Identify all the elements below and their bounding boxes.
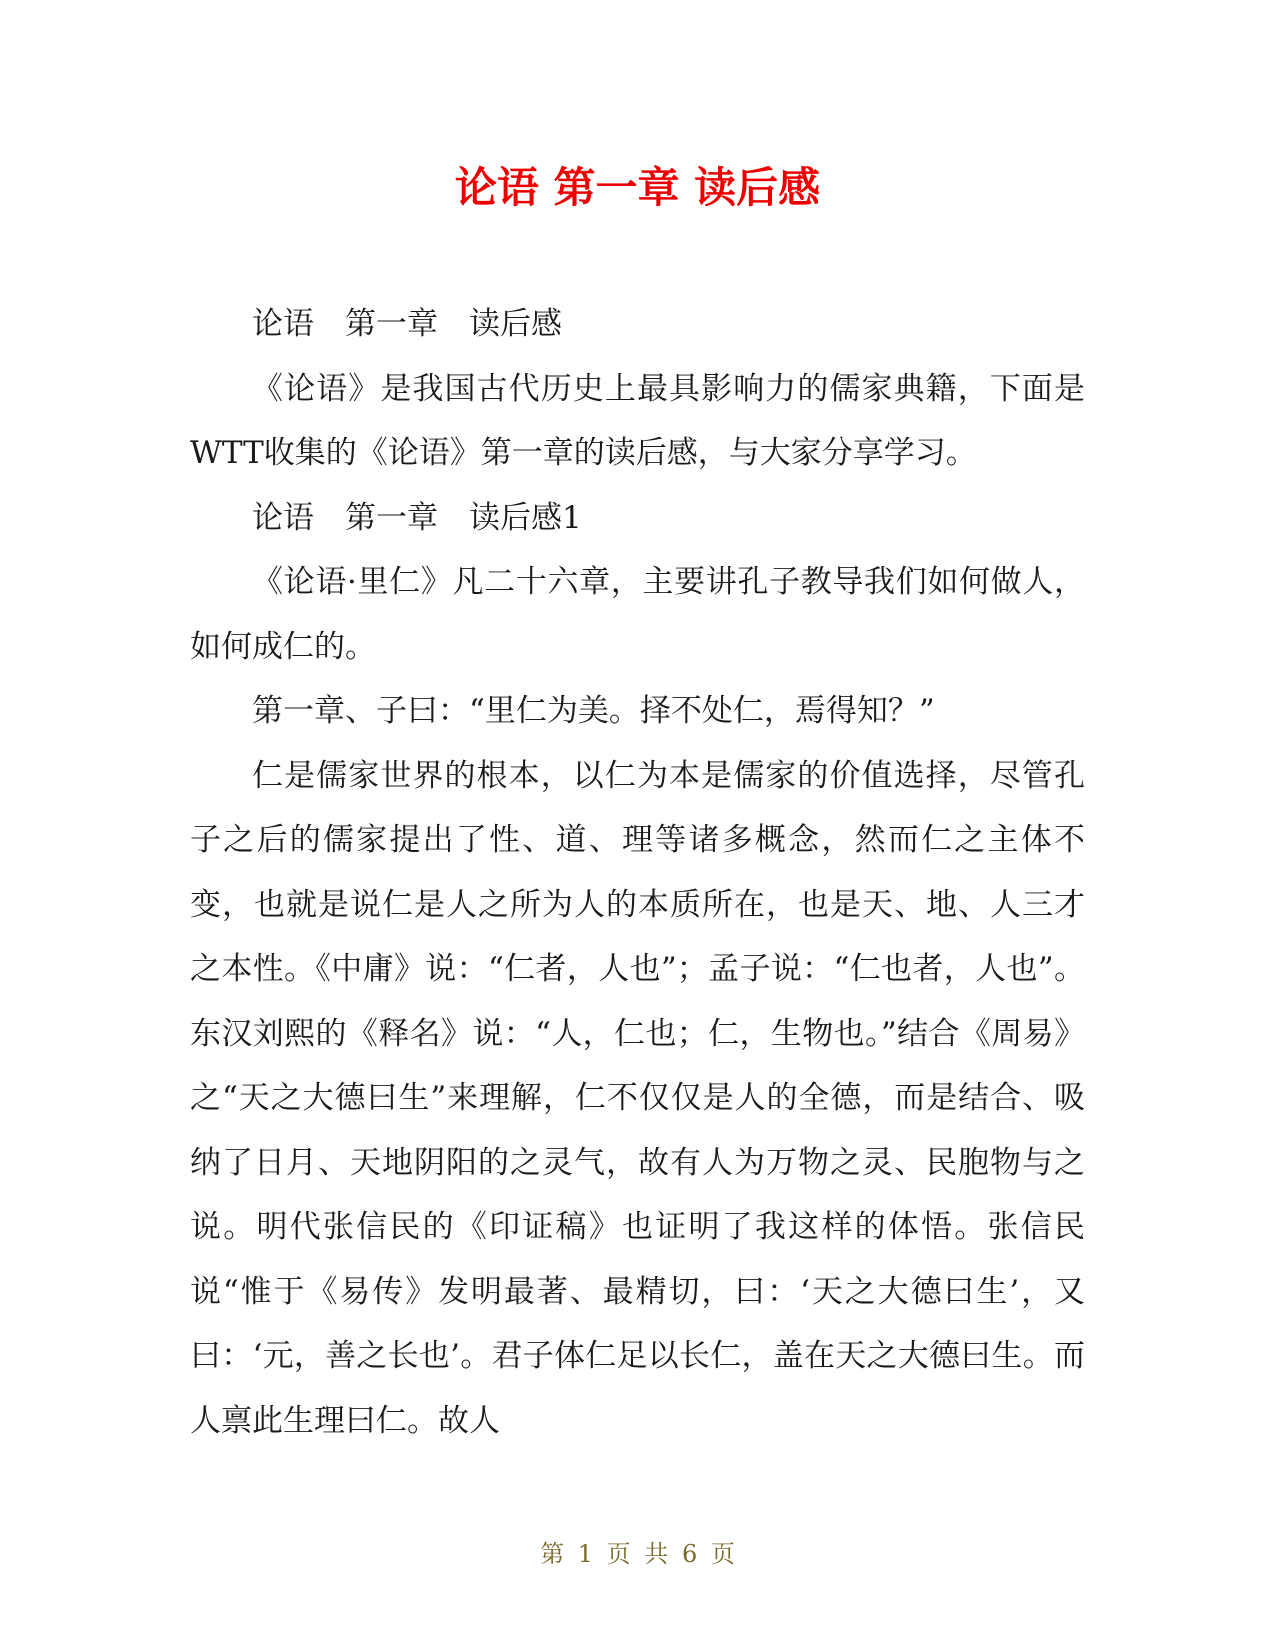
paragraph-intro: 《论语》是我国古代历史上最具影响力的儒家典籍，下面是WTT收集的《论语》第一章的读后感，与大家分享学习。	[190, 370, 1085, 471]
paragraph-subheading: 论语 第一章 读后感1	[252, 499, 582, 536]
page-footer: 第 1 页 共 6 页	[540, 1540, 735, 1568]
paragraph-essay: 仁是儒家世界的根本，以仁为本是儒家的价值选择，尽管孔子之后的儒家提出了性、道、理等诸多概念，然而仁之主体不变，也就是说仁是人之所为人的本质所在，也是天、地、人三才之本性。《中庸》说：“仁者，人也”；孟子说：“仁也者，人也”。东汉刘熙的《释名》说：“人，仁也；仁，生物也。”结合《周易》之“天之大德曰生”来理解，仁不仅仅是人的全德，而是结合、吸纳了日月、天地阴阳的之灵气，故有人为万物之灵、民胞物与之说。明代张信民的《印证稿》也证明了我这样的体悟。张信民说“惟于《易传》发明最著、最精切，曰：‘天之大德曰生’，又曰：‘元，善之长也’。君子体仁足以长仁，盖在天之大德曰生。而人禀此生理曰仁。故人	[190, 757, 1085, 1439]
paragraph-liren: 《论语·里仁》凡二十六章，主要讲孔子教导我们如何做人，如何成仁的。	[190, 564, 1085, 665]
document-title: 论语 第一章 读后感	[454, 163, 821, 212]
paragraph-heading: 论语 第一章 读后感	[252, 306, 562, 342]
document-body	[190, 292, 1085, 1453]
paragraph-chapter-one: 第一章、子曰：“里仁为美。择不处仁，焉得知？”	[252, 693, 935, 729]
